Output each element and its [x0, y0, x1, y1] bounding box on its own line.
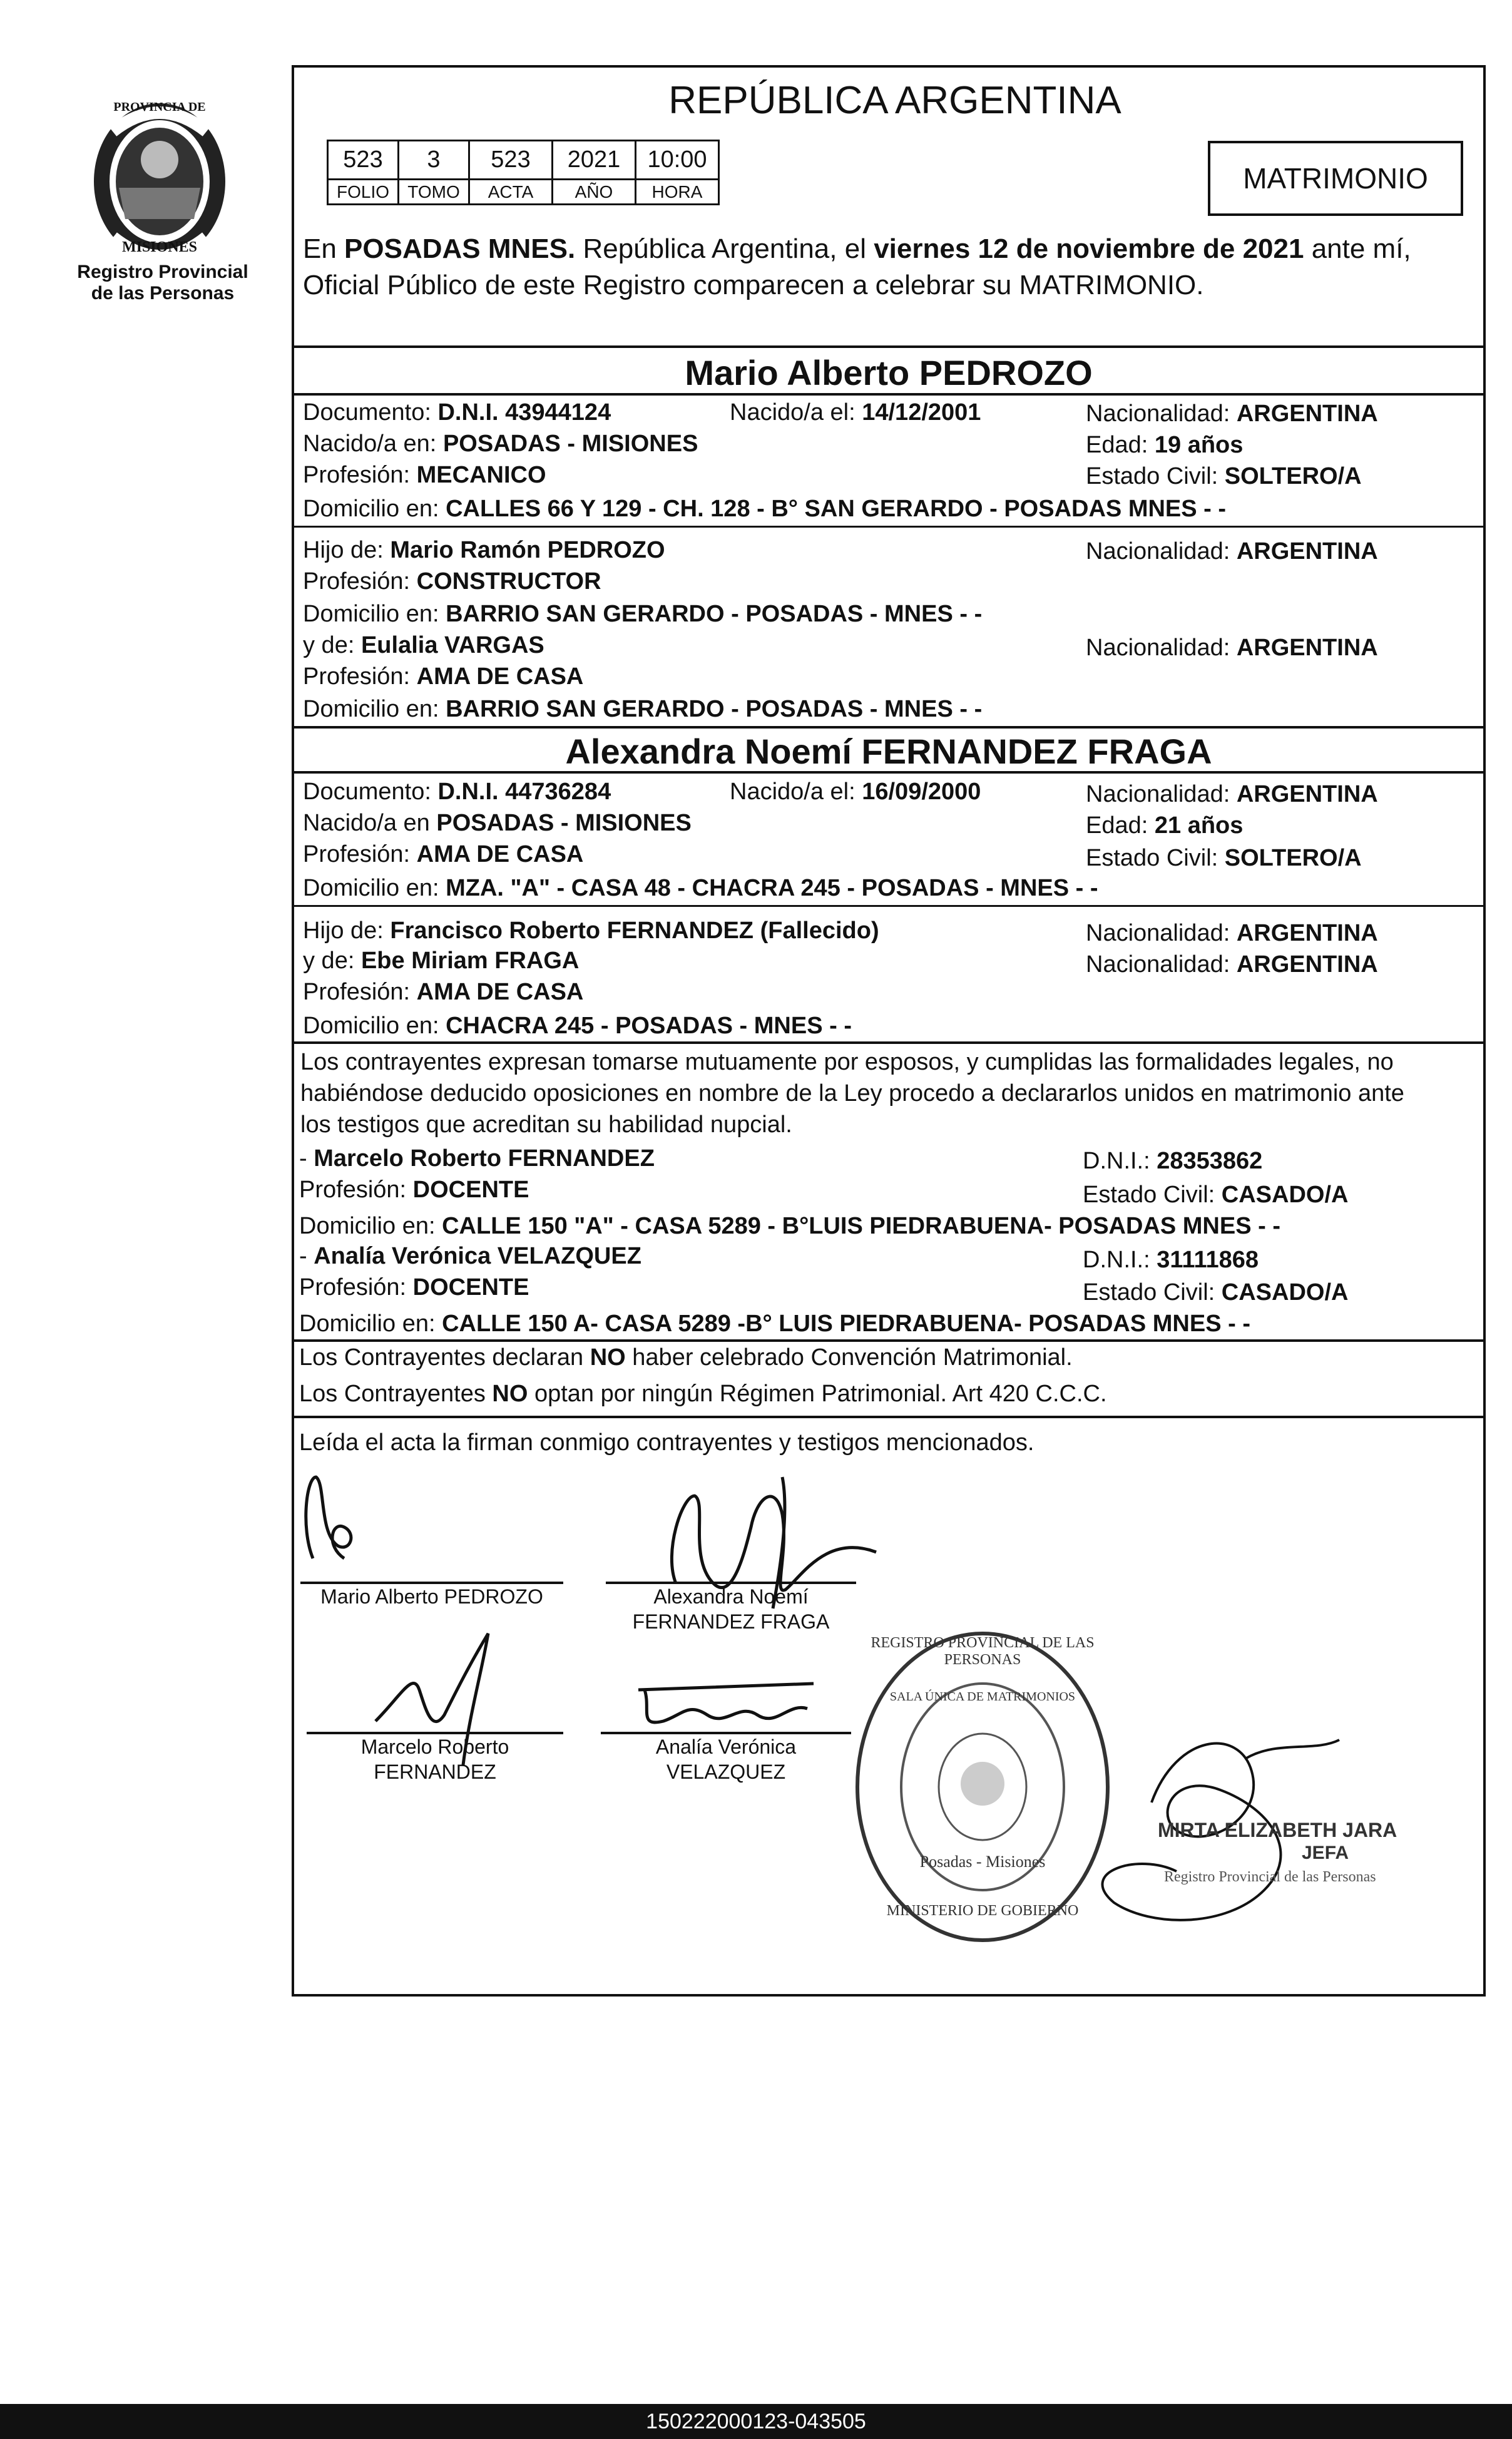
- witness1-signature-caption-line2: FERNANDEZ: [374, 1761, 496, 1783]
- groom-father: Hijo de: Mario Ramón PEDROZO: [303, 537, 665, 563]
- stamp-city: Posadas - Misiones: [919, 1853, 1046, 1871]
- bride-birthplace: Nacido/a en POSADAS - MISIONES: [303, 810, 692, 836]
- convention-line2: Los Contrayentes NO optan por ningún Régimen Patrimonial. Art 420 C.C.C.: [299, 1381, 1107, 1407]
- acta-label: ACTA: [469, 180, 553, 205]
- witness1-address: Domicilio en: CALLE 150 "A" - CASA 5289 - B°LUIS PIEDRABUENA- POSADAS MNES - -: [299, 1213, 1280, 1239]
- groom-mother-profession: Profesión: AMA DE CASA: [303, 663, 584, 690]
- witness2-civil-status: Estado Civil: CASADO/A: [1083, 1279, 1349, 1306]
- groom-nationality: Nacionalidad: ARGENTINA: [1086, 401, 1378, 427]
- intro-date: viernes 12 de noviembre de 2021: [874, 233, 1304, 264]
- groom-birthplace: Nacido/a en: POSADAS - MISIONES: [303, 431, 698, 457]
- declaration-line3: los testigos que acreditan su habilidad nupcial.: [300, 1112, 792, 1138]
- groom-profession: Profesión: MECANICO: [303, 462, 546, 488]
- groom-father-address: Domicilio en: BARRIO SAN GERARDO - POSADAS - MNES - -: [303, 601, 983, 627]
- groom-address: Domicilio en: CALLES 66 Y 129 - CH. 128 - B° SAN GERARDO - POSADAS MNES - -: [303, 496, 1227, 522]
- officer-name: MIRTA ELIZABETH JARA: [1158, 1819, 1397, 1841]
- divider: [292, 393, 1486, 396]
- closing-text: Leída el acta la firman conmigo contrayentes y testigos mencionados.: [299, 1429, 1034, 1456]
- intro-place: POSADAS MNES.: [344, 233, 576, 264]
- intro-line1: [303, 232, 1411, 267]
- witness1-civil-status: Estado Civil: CASADO/A: [1083, 1182, 1349, 1208]
- hora-value: 10:00: [636, 141, 719, 180]
- groom-mother: y de: Eulalia VARGAS: [303, 632, 544, 658]
- declaration-line2: habiéndose deducido oposiciones en nombre de la Ley procedo a declararlos unidos en matrimonio ante: [300, 1080, 1404, 1107]
- bride-mother: y de: Ebe Miriam FRAGA: [303, 948, 580, 974]
- bride-document: Documento: D.N.I. 44736284: [303, 779, 611, 805]
- groom-name: Mario Alberto PEDROZO: [685, 353, 1093, 392]
- bride-born-date: Nacido/a el: 16/09/2000: [730, 779, 981, 805]
- official-round-stamp: [851, 1627, 1114, 1946]
- witness2-signature-caption-line2: VELAZQUEZ: [666, 1761, 786, 1783]
- tomo-value: 3: [399, 141, 469, 180]
- intro-text: República Argentina, el: [575, 233, 874, 264]
- witness1-dni: D.N.I.: 28353862: [1083, 1148, 1263, 1174]
- bride-signature-caption-line1: Alexandra Noemí: [653, 1585, 809, 1608]
- groom-civil-status: Estado Civil: SOLTERO/A: [1086, 463, 1362, 489]
- convention-line1: Los Contrayentes declaran NO haber celebrado Convención Matrimonial.: [299, 1344, 1073, 1371]
- tomo-label: TOMO: [399, 180, 469, 205]
- bride-mother-address: Domicilio en: CHACRA 245 - POSADAS - MNES - -: [303, 1013, 852, 1039]
- witness2-signature: [626, 1671, 826, 1740]
- groom-father-nationality: Nacionalidad: ARGENTINA: [1086, 538, 1378, 565]
- registry-table: [327, 140, 720, 205]
- intro-text: En: [303, 233, 345, 264]
- intro-text: ante mí,: [1304, 233, 1411, 264]
- bride-mother-profession: Profesión: AMA DE CASA: [303, 979, 584, 1005]
- act-type-box: [1208, 141, 1463, 216]
- document-barcode-number: 150222000123-043505: [0, 2404, 1512, 2439]
- bride-address: Domicilio en: MZA. "A" - CASA 48 - CHACRA 245 - POSADAS - MNES - -: [303, 875, 1098, 901]
- bride-name: Alexandra Noemí FERNANDEZ FRAGA: [565, 732, 1212, 771]
- groom-signature: [288, 1458, 401, 1583]
- stamp-inner-text: SALA ÚNICA DE MATRIMONIOS: [889, 1690, 1076, 1704]
- folio-value: 523: [328, 141, 399, 180]
- groom-document: Documento: D.N.I. 43944124: [303, 399, 611, 426]
- bride-profession: Profesión: AMA DE CASA: [303, 841, 584, 867]
- act-type: MATRIMONIO: [1243, 162, 1428, 195]
- divider: [292, 1416, 1486, 1418]
- divider: [292, 1041, 1486, 1044]
- bride-father-nationality: Nacionalidad: ARGENTINA: [1086, 920, 1378, 946]
- divider: [292, 771, 1486, 774]
- seal-text-top: PROVINCIA DE: [113, 100, 206, 114]
- witness2-signature-caption-line1: Analía Verónica: [655, 1736, 797, 1758]
- ano-value: 2021: [553, 141, 636, 180]
- witness2-profession: Profesión: DOCENTE: [299, 1274, 529, 1301]
- ano-label: AÑO: [553, 180, 636, 205]
- officer-office: Registro Provincial de las Personas: [1164, 1869, 1376, 1885]
- bride-age: Edad: 21 años: [1086, 812, 1244, 839]
- stamp-outer-text: REGISTRO PROVINCIAL DE LAS PERSONAS: [871, 1635, 1095, 1668]
- folio-label: FOLIO: [328, 180, 399, 205]
- logo-caption-line2: de las Personas: [91, 283, 235, 304]
- seal-text-bottom: MISIONES: [121, 239, 198, 255]
- witness2-name: - Analía Verónica VELAZQUEZ: [299, 1243, 641, 1269]
- acta-value: 523: [469, 141, 553, 180]
- hora-label: HORA: [636, 180, 719, 205]
- logo-caption-line1: Registro Provincial: [77, 262, 248, 282]
- stamp-bottom-text: MINISTERIO DE GOBIERNO: [886, 1903, 1079, 1919]
- groom-father-profession: Profesión: CONSTRUCTOR: [303, 568, 601, 595]
- groom-born-date: Nacido/a el: 14/12/2001: [730, 399, 981, 426]
- groom-age: Edad: 19 años: [1086, 432, 1244, 458]
- page-title: REPÚBLICA ARGENTINA: [668, 79, 1121, 122]
- witness1-profession: Profesión: DOCENTE: [299, 1177, 529, 1203]
- divider: [292, 345, 1486, 348]
- intro-line2: Oficial Público de este Registro comparecen a celebrar su MATRIMONIO.: [303, 270, 1204, 300]
- witness1-name: - Marcelo Roberto FERNANDEZ: [299, 1145, 655, 1172]
- bride-mother-nationality: Nacionalidad: ARGENTINA: [1086, 951, 1378, 978]
- witness1-signature-caption-line1: Marcelo Roberto: [360, 1736, 509, 1758]
- witness2-address: Domicilio en: CALLE 150 A- CASA 5289 -B° LUIS PIEDRABUENA- POSADAS MNES - -: [299, 1311, 1250, 1337]
- divider: [292, 526, 1486, 528]
- divider: [292, 905, 1486, 907]
- groom-mother-address: Domicilio en: BARRIO SAN GERARDO - POSADAS - MNES - -: [303, 696, 983, 722]
- officer-role: JEFA: [1302, 1843, 1349, 1863]
- declaration-line1: Los contrayentes expresan tomarse mutuamente por esposos, y cumplidas las formalidades legales, no: [300, 1049, 1394, 1075]
- bride-civil-status: Estado Civil: SOLTERO/A: [1086, 845, 1362, 871]
- witness2-dni: D.N.I.: 31111868: [1083, 1247, 1259, 1273]
- bride-father: Hijo de: Francisco Roberto FERNANDEZ (Fallecido): [303, 918, 879, 944]
- divider: [292, 726, 1486, 729]
- bride-signature-caption-line2: FERNANDEZ FRAGA: [632, 1610, 830, 1633]
- bride-nationality: Nacionalidad: ARGENTINA: [1086, 781, 1378, 807]
- groom-mother-nationality: Nacionalidad: ARGENTINA: [1086, 635, 1378, 661]
- groom-signature-caption: Mario Alberto PEDROZO: [320, 1585, 543, 1608]
